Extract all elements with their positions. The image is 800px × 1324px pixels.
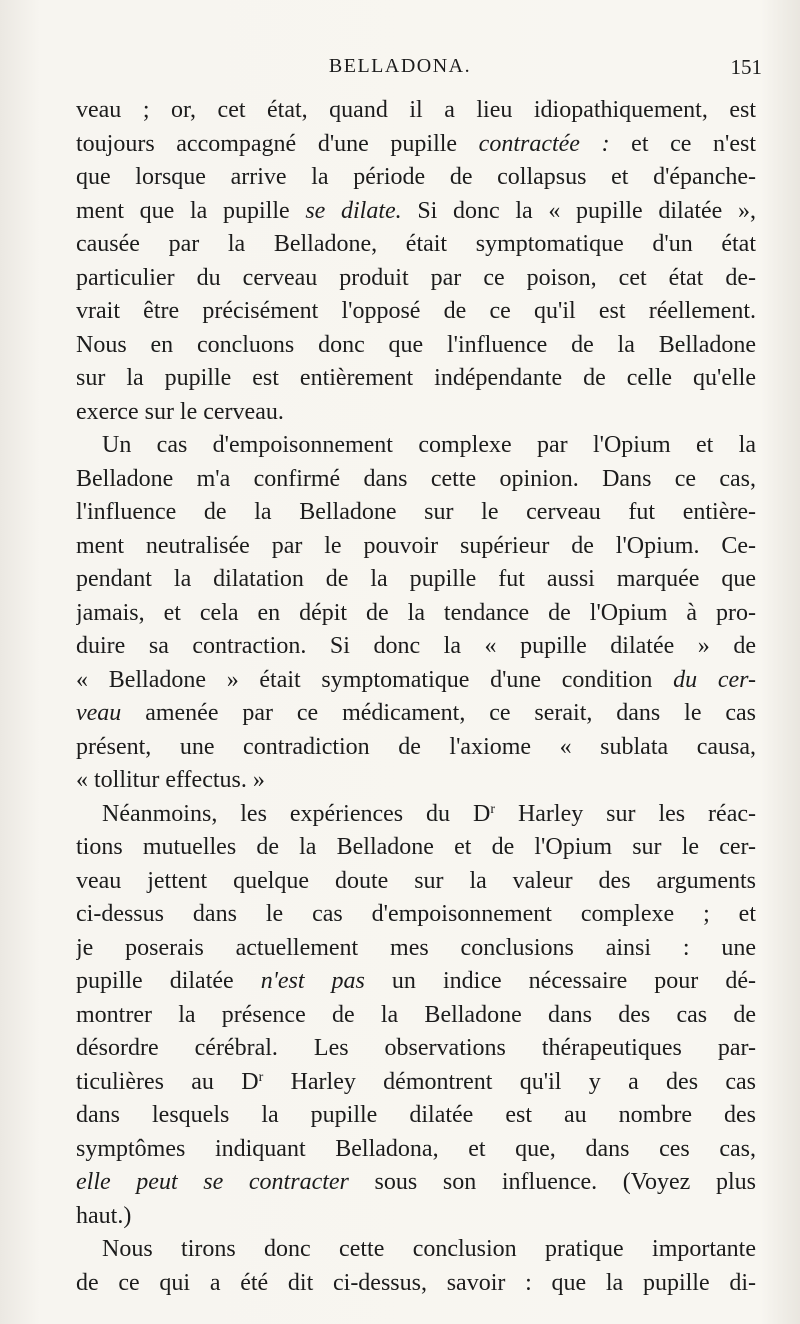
text-line: que lorsque arrive la période de collapsus et d'épanche- <box>76 164 756 190</box>
text-line: haut.) <box>76 1202 132 1229</box>
page-number: 151 <box>730 55 762 79</box>
text-line: symptômes indiquant Belladona, et que, dans ces cas, <box>76 1135 756 1162</box>
text-line: causée par la Belladone, était symptomatique d'un état <box>76 231 756 257</box>
text-line: particulier du cerveau produit par ce poison, cet état de- <box>76 264 756 291</box>
text-line: tions mutuelles de la Belladone et de l'Opium sur le cer- <box>76 834 756 860</box>
text-line: l'influence de la Belladone sur le cerveau fut entière- <box>76 499 756 525</box>
text-line: elle peut se contracter sous son influence. (Voyez plus <box>76 1169 756 1195</box>
text-line: Nous tirons donc cette conclusion pratique importante <box>102 1236 756 1262</box>
text-line: « tollitur effectus. » <box>76 767 265 793</box>
text-line: de ce qui a été dit ci-dessus, savoir : que la pupille di- <box>76 1269 756 1296</box>
text-line: veau ; or, cet état, quand il a lieu idiopathiquement, est <box>76 97 756 123</box>
text-line: Belladone m'a confirmé dans cette opinion. Dans ce cas, <box>76 465 756 492</box>
text-line: pendant la dilatation de la pupille fut aussi marquée que <box>76 566 756 592</box>
text-line: veau amenée par ce médicament, ce serait, dans le cas <box>76 700 756 726</box>
text-line: veau jettent quelque doute sur la valeur des arguments <box>76 867 756 894</box>
text-line: ci-dessus dans le cas d'empoisonnement complexe ; et <box>76 901 756 927</box>
text-line: toujours accompagné d'une pupille contractée : et ce n'est <box>76 130 756 157</box>
text-line: montrer la présence de la Belladone dans des cas de <box>76 1001 756 1028</box>
text-line: pupille dilatée n'est pas un indice nécessaire pour dé- <box>76 968 756 994</box>
text-line: ment neutralisée par le pouvoir supérieur de l'Opium. Ce- <box>76 532 756 559</box>
text-line: Un cas d'empoisonnement complexe par l'Opium et la <box>102 432 756 458</box>
body-text <box>76 94 756 1300</box>
text-line: « Belladone » était symptomatique d'une condition du cer- <box>76 666 756 693</box>
text-line: sur la pupille est entièrement indépendante de celle qu'elle <box>76 365 756 391</box>
running-title: BELLADONA. <box>328 55 472 77</box>
text-line: Nous en concluons donc que l'influence de la Belladone <box>76 331 756 358</box>
text-line: jamais, et cela en dépit de la tendance de l'Opium à pro- <box>76 599 756 626</box>
text-line: désordre cérébral. Les observations thérapeutiques par- <box>76 1035 756 1061</box>
page-header <box>0 55 800 91</box>
text-line: je poserais actuellement mes conclusions ainsi : une <box>76 934 756 961</box>
text-line: dans lesquels la pupille dilatée est au nombre des <box>76 1102 756 1128</box>
text-line: ment que la pupille se dilate. Si donc la « pupille dilatée », <box>76 197 756 224</box>
text-line: présent, une contradiction de l'axiome « sublata causa, <box>76 733 756 760</box>
text-line: vrait être précisément l'opposé de ce qu'il est réellement. <box>76 298 756 324</box>
text-line: duire sa contraction. Si donc la « pupille dilatée » de <box>76 633 756 659</box>
text-line: Néanmoins, les expériences du $D^r$ Harley sur les réac- <box>102 800 756 827</box>
text-line: ticulières au $D^r$ Harley démontrent qu'il y a des cas <box>76 1068 756 1095</box>
text-line: exerce sur le cerveau. <box>76 398 284 425</box>
